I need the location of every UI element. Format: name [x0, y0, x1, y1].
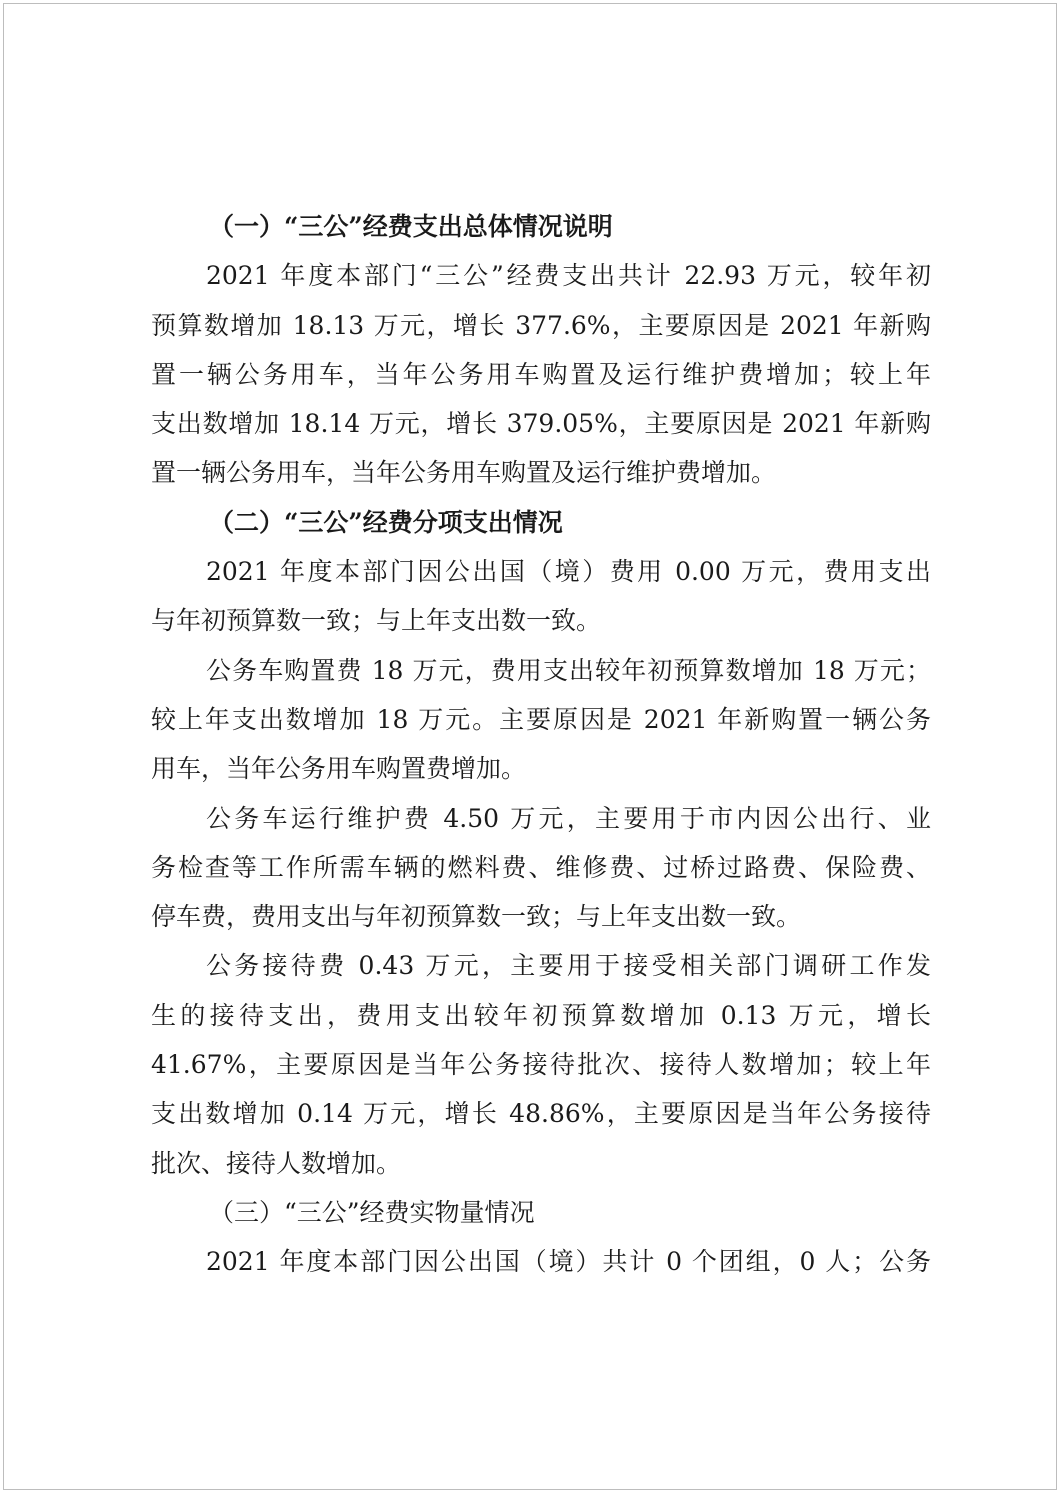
paragraph-line: 较上年支出数增加 18 万元。主要原因是 2021 年新购置一辆公务	[151, 704, 931, 734]
paragraph-line: 与年初预算数一致；与上年支出数一致。	[151, 606, 602, 636]
document-body	[151, 202, 931, 1287]
section-heading-overall: （一）“三公”经费支出总体情况说明	[209, 212, 613, 241]
paragraph-line: 41.67%，主要原因是当年公务接待批次、接待人数增加；较上年	[151, 1050, 931, 1080]
paragraph-line: 支出数增加 18.14 万元，增长 379.05%，主要原因是 2021 年新购	[151, 409, 931, 439]
paragraph-line: 支出数增加 0.14 万元，增长 48.86%，主要原因是当年公务接待	[151, 1099, 931, 1129]
paragraph-line: 置一辆公务用车，当年公务用车购置及运行维护费增加；较上年	[151, 359, 931, 389]
paragraph-line: 公务车购置费 18 万元，费用支出较年初预算数增加 18 万元；	[206, 655, 931, 685]
paragraph-line: 预算数增加 18.13 万元，增长 377.6%，主要原因是 2021 年新购	[151, 310, 931, 340]
paragraph-line: 务检查等工作所需车辆的燃料费、维修费、过桥过路费、保险费、	[151, 852, 931, 882]
paragraph-line: 公务车运行维护费 4.50 万元，主要用于市内因公出行、业	[206, 803, 931, 833]
paragraph-line: 2021 年度本部门因公出国（境）共计 0 个团组，0 人；公务	[206, 1247, 931, 1277]
paragraph-line: 2021 年度本部门“三公”经费支出共计 22.93 万元，较年初	[206, 261, 931, 291]
paragraph-line: 2021 年度本部门因公出国（境）费用 0.00 万元，费用支出	[206, 557, 931, 587]
document-page	[3, 3, 1057, 1490]
paragraph-line: 停车费，费用支出与年初预算数一致；与上年支出数一致。	[151, 902, 802, 932]
paragraph-line: 置一辆公务用车，当年公务用车购置及运行维护费增加。	[151, 458, 777, 488]
section-heading-itemized: （二）“三公”经费分项支出情况	[209, 507, 563, 537]
paragraph-line: 生的接待支出，费用支出较年初预算数增加 0.13 万元，增长	[151, 1000, 931, 1030]
paragraph-line: 公务接待费 0.43 万元，主要用于接受相关部门调研工作发	[206, 951, 931, 981]
section-heading-physical: （三）“三公”经费实物量情况	[209, 1197, 535, 1227]
paragraph-line: 用车，当年公务用车购置费增加。	[151, 754, 527, 784]
paragraph-line: 批次、接待人数增加。	[151, 1148, 402, 1178]
